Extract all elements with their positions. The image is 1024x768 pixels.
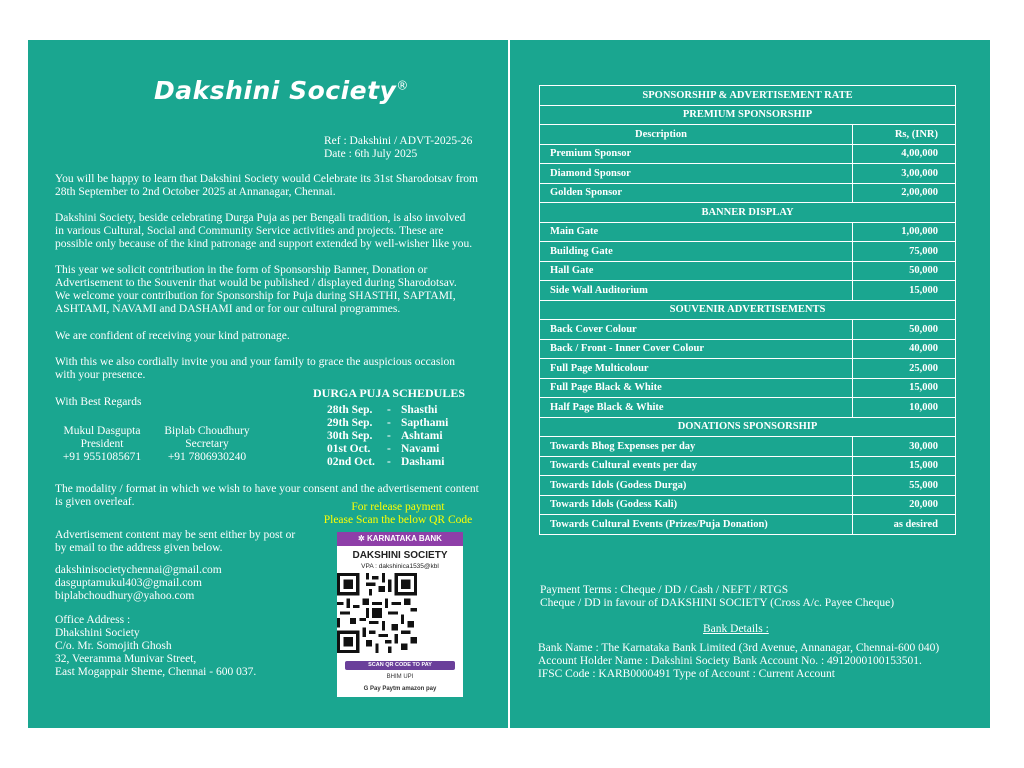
- invite-line-2: with your presence.: [55, 369, 146, 381]
- column-header-row: [540, 125, 956, 145]
- schedule-separator: -: [387, 430, 391, 442]
- table-row: [540, 339, 956, 359]
- row-amount: 50,000: [853, 320, 956, 340]
- table-row: [540, 398, 956, 418]
- section-title: PREMIUM SPONSORSHIP: [540, 105, 956, 125]
- schedule-date: 28th Sep.: [327, 404, 373, 416]
- amount-header: Rs, (INR): [853, 125, 956, 145]
- row-amount: 15,000: [853, 281, 956, 301]
- office-address-label: Office Address :: [55, 614, 131, 626]
- row-amount: 30,000: [853, 437, 956, 457]
- row-description: Golden Sponsor: [540, 183, 853, 203]
- release-payment-text: For release payment: [351, 501, 445, 513]
- description-header: Description: [540, 125, 853, 145]
- row-description: Towards Bhog Expenses per day: [540, 437, 853, 457]
- row-amount: 1,00,000: [853, 222, 956, 242]
- row-description: Towards Cultural Events (Prizes/Puja Donation): [540, 515, 853, 535]
- letter-date: Date : 6th July 2025: [324, 148, 418, 160]
- invite-line-1: With this we also cordially invite you and your family to grace the auspicious occasion: [55, 356, 456, 368]
- president-phone: +91 9551085671: [62, 451, 142, 463]
- row-amount: 25,000: [853, 359, 956, 379]
- row-description: Side Wall Auditorium: [540, 281, 853, 301]
- row-description: Full Page Multicolour: [540, 359, 853, 379]
- qr-vpa: VPA : dakshinica1535@kbl: [361, 563, 439, 570]
- row-description: Hall Gate: [540, 261, 853, 281]
- schedule-day: Sapthami: [401, 417, 449, 429]
- office-address-line: Dhakshini Society: [55, 627, 140, 639]
- row-amount: as desired: [853, 515, 956, 535]
- bank-detail-line: Bank Name : The Karnataka Bank Limited (3rd Avenue, Annanagar, Chennai-600 040): [538, 642, 940, 654]
- table-title-row: [540, 86, 956, 106]
- qr-payee-name: DAKSHINI SOCIETY: [352, 550, 448, 561]
- row-description: Half Page Black & White: [540, 398, 853, 418]
- table-row: [540, 144, 956, 164]
- schedule-separator: -: [387, 456, 391, 468]
- sponsorship-rate-table: [539, 85, 956, 535]
- modality-line-2: is given overleaf.: [55, 496, 135, 508]
- table-title: SPONSORSHIP & ADVERTISEMENT RATE: [540, 86, 956, 106]
- about-line-2: in various Cultural, Social and Community Service activities and projects. These are: [55, 225, 444, 237]
- office-address-line: C/o. Mr. Somojith Ghosh: [55, 640, 172, 652]
- adv-content-line-2: by email to the address given below.: [55, 542, 223, 554]
- secretary-name: Biplab Choudhury: [164, 425, 250, 437]
- payment-terms: Payment Terms : Cheque / DD / Cash / NEFT / RTGS: [540, 584, 789, 596]
- schedule-date: 30th Sep.: [327, 430, 373, 442]
- email-link[interactable]: dasguptamukul403@gmail.com: [55, 577, 202, 589]
- section-row: [540, 105, 956, 125]
- intro-line-1: You will be happy to learn that Dakshini Society would Celebrate its 31st Sharodotsav from: [55, 173, 478, 185]
- section-title: SOUVENIR ADVERTISEMENTS: [540, 300, 956, 320]
- reference-number: Ref : Dakshini / ADVT-2025-26: [324, 135, 473, 147]
- solicit-line-1: This year we solicit contribution in the form of Sponsorship Banner, Donation or: [55, 264, 428, 276]
- schedule-date: 01st Oct.: [327, 443, 371, 455]
- row-description: Diamond Sponsor: [540, 164, 853, 184]
- table-row: [540, 495, 956, 515]
- confidence-line: We are confident of receiving your kind patronage.: [55, 330, 290, 342]
- row-description: Full Page Black & White: [540, 378, 853, 398]
- row-description: Main Gate: [540, 222, 853, 242]
- schedule-date: 02nd Oct.: [327, 456, 375, 468]
- email-link[interactable]: dakshinisocietychennai@gmail.com: [55, 564, 222, 576]
- president-role: President: [80, 438, 124, 450]
- solicit-line-3: We welcome your contribution for Sponsorship for Puja during SHASTHI, SAPTAMI,: [55, 290, 456, 302]
- schedule-day: Navami: [401, 443, 440, 455]
- table-row: [540, 437, 956, 457]
- bank-logo-icon: ✲: [358, 534, 367, 543]
- secretary-phone: +91 7806930240: [167, 451, 247, 463]
- bank-detail-line: Account Holder Name : Dakshini Society Bank Account No. : 4912000100153501.: [538, 655, 922, 667]
- row-amount: 2,00,000: [853, 183, 956, 203]
- row-description: Back Cover Colour: [540, 320, 853, 340]
- email-link[interactable]: biplabchoudhury@yahoo.com: [55, 590, 195, 602]
- about-line-3: possible only because of the kind patronage and support extended by well-wisher like you.: [55, 238, 473, 250]
- row-amount: 75,000: [853, 242, 956, 262]
- row-amount: 50,000: [853, 261, 956, 281]
- row-amount: 15,000: [853, 378, 956, 398]
- schedule-separator: -: [387, 404, 391, 416]
- section-title: BANNER DISPLAY: [540, 203, 956, 223]
- row-amount: 10,000: [853, 398, 956, 418]
- row-description: Towards Cultural events per day: [540, 456, 853, 476]
- row-description: Towards Idols (Godess Durga): [540, 476, 853, 496]
- about-line-1: Dakshini Society, beside celebrating Durga Puja as per Bengali tradition, is also involved: [55, 212, 466, 224]
- table-row: [540, 456, 956, 476]
- row-description: Premium Sponsor: [540, 144, 853, 164]
- table-row: [540, 261, 956, 281]
- qr-code-icon[interactable]: [337, 573, 417, 653]
- regards-text: With Best Regards: [55, 396, 142, 408]
- table-row: [540, 222, 956, 242]
- table-row: [540, 476, 956, 496]
- row-description: Back / Front - Inner Cover Colour: [540, 339, 853, 359]
- table-row: [540, 359, 956, 379]
- qr-bank-header: [337, 532, 463, 546]
- schedule-separator: -: [387, 443, 391, 455]
- row-amount: 40,000: [853, 339, 956, 359]
- registered-mark: ®: [396, 78, 409, 93]
- cheque-favour: Cheque / DD in favour of DAKSHINI SOCIETY (Cross A/c. Payee Cheque): [540, 597, 895, 609]
- adv-content-line-1: Advertisement content may be sent either by post or: [55, 529, 296, 541]
- row-amount: 20,000: [853, 495, 956, 515]
- bhim-upi-logo: BHIM UPI: [386, 674, 414, 680]
- row-description: Towards Idols (Godess Kali): [540, 495, 853, 515]
- row-amount: 3,00,000: [853, 164, 956, 184]
- table-row: [540, 515, 956, 535]
- table-row: [540, 281, 956, 301]
- row-amount: 4,00,000: [853, 144, 956, 164]
- bank-details-title: Bank Details :: [703, 623, 769, 635]
- office-address-line: East Mogappair Sheme, Chennai - 600 037.: [55, 666, 257, 678]
- intro-line-2: 28th September to 2nd October 2025 at Annanagar, Chennai.: [55, 186, 336, 198]
- row-amount: 55,000: [853, 476, 956, 496]
- payment-apps-logos: G Pay Paytm amazon pay: [363, 686, 437, 692]
- office-address-line: 32, Veeramma Munivar Street,: [55, 653, 197, 665]
- modality-line-1: The modality / format in which we wish to have your consent and the advertisement content: [55, 483, 479, 495]
- solicit-line-2: Advertisement to the Souvenir that would be published / displayed during Sharodotsav.: [55, 277, 457, 289]
- schedule-title: DURGA PUJA SCHEDULES: [313, 386, 466, 400]
- logo-text: Dakshini Society: [154, 76, 397, 105]
- row-amount: 15,000: [853, 456, 956, 476]
- solicit-line-4: ASHTAMI, NAVAMI and DASHAMI and or for our cultural programmes.: [55, 303, 401, 315]
- schedule-day: Ashtami: [401, 430, 443, 442]
- section-row: [540, 300, 956, 320]
- row-description: Building Gate: [540, 242, 853, 262]
- table-row: [540, 320, 956, 340]
- schedule-day: Shasthi: [401, 404, 438, 416]
- bank-detail-line: IFSC Code : KARB0000491 Type of Account : Current Account: [538, 668, 836, 680]
- schedule-date: 29th Sep.: [327, 417, 373, 429]
- president-name: Mukul Dasgupta: [63, 425, 141, 437]
- secretary-role: Secretary: [185, 438, 229, 450]
- schedule-separator: -: [387, 417, 391, 429]
- table-row: [540, 242, 956, 262]
- table-row: [540, 183, 956, 203]
- scan-qr-text: Please Scan the below QR Code: [323, 514, 473, 526]
- qr-bank-name: KARNATAKA BANK: [366, 534, 442, 543]
- table-row: [540, 164, 956, 184]
- section-row: [540, 417, 956, 437]
- upi-qr-card[interactable]: [337, 532, 463, 697]
- table-row: [540, 378, 956, 398]
- society-logo: [154, 76, 409, 105]
- schedule-day: Dashami: [401, 456, 445, 468]
- scan-to-pay-label: SCAN QR CODE TO PAY: [345, 661, 455, 670]
- section-row: [540, 203, 956, 223]
- section-title: DONATIONS SPONSORSHIP: [540, 417, 956, 437]
